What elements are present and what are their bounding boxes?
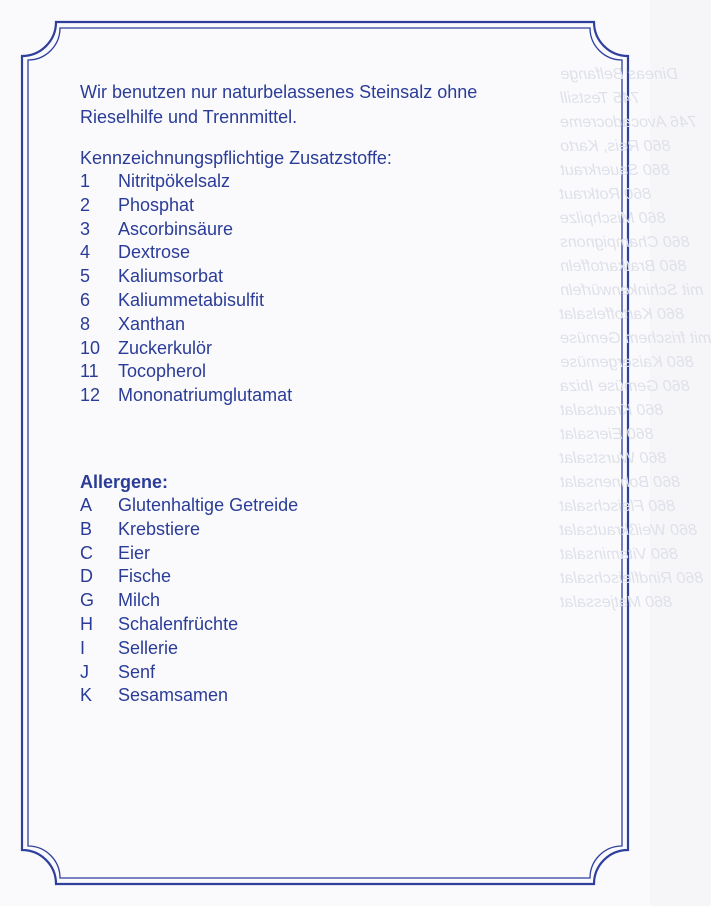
allergen-label: Krebstiere [118,518,201,539]
allergen-item [80,684,560,708]
allergens-list [80,494,560,708]
salt-notice: Wir benutzen nur naturbelassenes Steinsalz ohne Rieselhilfe und Trennmittel. [80,82,478,127]
additive-item [80,360,560,384]
additive-item [80,194,560,218]
additive-code: 11 [80,361,99,382]
additive-label: Tocopherol [118,361,207,382]
allergen-code: D [80,566,93,587]
additive-item [80,241,560,265]
additive-label: Ascorbinsäure [118,218,234,239]
additive-item [80,218,560,242]
additive-label: Dextrose [118,242,191,263]
additive-code: 3 [80,218,91,239]
allergen-code: A [80,494,93,515]
allergen-label: Milch [118,590,161,611]
additive-code: 2 [80,194,91,215]
allergen-code: B [80,518,93,539]
allergen-code: I [80,637,86,658]
additive-code: 5 [80,266,91,287]
allergen-item [80,518,560,542]
additive-label: Zuckerkulör [118,337,213,358]
additive-code: 4 [80,242,91,263]
additive-item [80,384,560,408]
allergen-item [80,494,560,518]
allergen-code: J [80,661,89,682]
allergen-code: H [80,613,93,634]
additive-label: Mononatriumglutamat [118,385,293,406]
allergen-label: Schalenfrüchte [118,613,239,634]
allergen-item [80,565,560,589]
additive-code: 12 [80,385,101,406]
additive-label: Xanthan [118,313,186,334]
allergen-label: Glutenhaltige Getreide [118,494,299,515]
allergen-label: Senf [118,661,156,682]
additive-code: 8 [80,313,91,334]
page-content [80,80,560,708]
additive-code: 10 [80,337,101,358]
additive-code: 6 [80,289,91,310]
allergen-label: Fische [118,566,172,587]
additive-label: Kaliummetabisulfit [118,289,265,310]
allergen-item [80,589,560,613]
allergen-label: Sesamsamen [118,685,229,706]
allergens-heading: Allergene: [80,471,169,492]
additive-label: Kaliumsorbat [118,266,224,287]
additive-label: Phosphat [118,194,195,215]
additive-item [80,313,560,337]
allergen-label: Eier [118,542,151,563]
allergen-label: Sellerie [118,637,179,658]
additive-item [80,289,560,313]
allergen-item [80,637,560,661]
additive-item [80,265,560,289]
additive-item [80,170,560,194]
allergen-item [80,661,560,685]
allergen-code: K [80,685,93,706]
allergen-code: C [80,542,93,563]
additives-heading: Kennzeichnungspflichtige Zusatzstoffe: [80,148,392,168]
additive-code: 1 [80,171,91,191]
additives-list [80,170,560,408]
allergen-code: G [80,590,95,611]
allergen-item [80,542,560,566]
menu-page: Dineas Belfange 745 Testsill 746 Avocadocreme 860 Reis, Karto 860 Sauerkraut 860 Rotkraut 860 Mischpilze 860 Champignons 860 Bratkartoffeln mit Schinkenwürfeln 860 Kartoffelsalat mit frischem Gemüse 860 Kaisergemüse 860 Gemüse Ibiza 860 Krautsalat 860 Eiersalat 860 Wurstsalat 860 Bohnensalat 860 Fleischsalat 860 Weißkrautsalat 860 Vitaminsalat 860 Rindfleischsalat 860 Matjessalat Wir benutzen nur naturbelassenes Steinsalz ohne Rieselhilfe und Trennmittel. Kennzeichnungspflichtige Zusatzstoffe: 1 Nitritpökelsalz 2 Phosphat 3 Ascorbinsäure 4 Dextrose 5 Kaliumsorbat 6 Kaliummetabisulfit 8 Xanthan 10 Zuckerkulör 11 Tocopherol 12 Mononatriumglutamat Allergene: A Glutenhaltige Getreide B Krebstiere C Eier D Fische G Milch H Schalenfrüchte I Sellerie J Senf K Sesamsamen [0,0,650,906]
additive-item [80,337,560,361]
additive-label: Nitritpökelsalz [118,171,231,191]
allergen-item [80,613,560,637]
